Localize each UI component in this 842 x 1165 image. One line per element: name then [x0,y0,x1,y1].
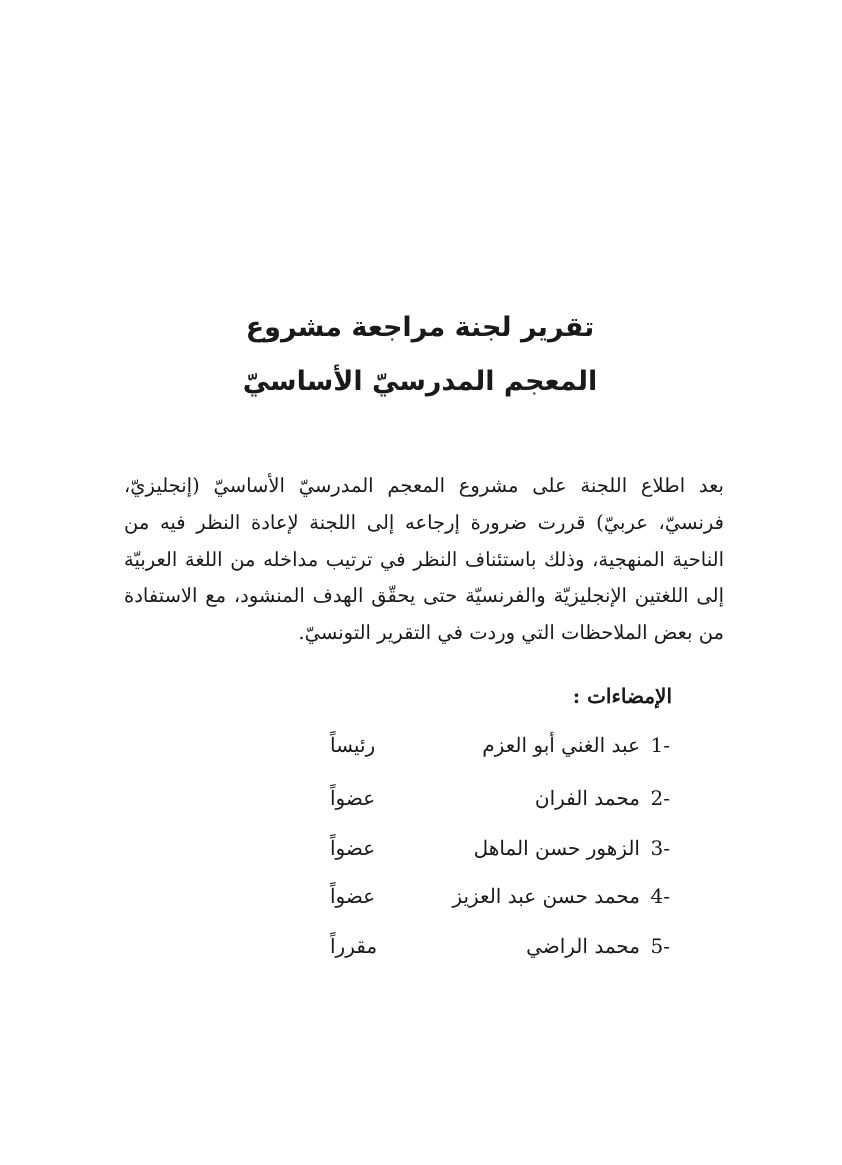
report-title-line1: تقرير لجنة مراجعة مشروع [245,312,595,343]
signatory-name: الزهور حسن الماهل [473,836,640,860]
signatory-row [330,733,670,767]
signatory-name: محمد الفران [534,786,640,810]
signatory-row [330,836,670,870]
signatory-number: 1- [650,733,670,757]
signatory-number: 4- [650,884,670,908]
signatory-row [330,786,670,820]
signatory-number: 5- [650,934,670,958]
report-body-paragraph: بعد اطلاع اللجنة على مشروع المعجم المدرسيّ الأساسيّ (إنجليزيّ، فرنسيّ، عربيّ) قررت ضرورة إرجاعه إلى اللجنة لإعادة النظر فيه من الناحية المنهجية، وذلك باستئناف النظر في ترتيب مداخله من اللغة العربيّة إلى اللغتين الإنجليزيّة والفرنسيّة حتى يحقّق الهدف المنشود، مع الاستفادة من بعض الملاحظات التي وردت في التقرير التونسيّ. [124,474,724,645]
report-title-line2: المعجم المدرسيّ الأساسيّ [242,366,598,397]
signatory-role: رئيساً [330,733,376,757]
signatory-name: محمد حسن عبد العزيز [452,884,640,908]
signatures-heading: الإمضاءات : [572,684,672,708]
signatory-name: محمد الراضي [526,934,640,958]
signatory-role: مقرراً [330,934,378,958]
signatory-number: 2- [650,786,670,810]
signatory-role: عضواً [330,786,376,810]
signatory-row [330,934,670,968]
signatory-number: 3- [650,836,670,860]
signatory-role: عضواً [330,884,376,908]
signatory-role: عضواً [330,836,376,860]
signatory-name: عبد الغني أبو العزم [482,733,640,757]
signatory-row [330,884,670,918]
